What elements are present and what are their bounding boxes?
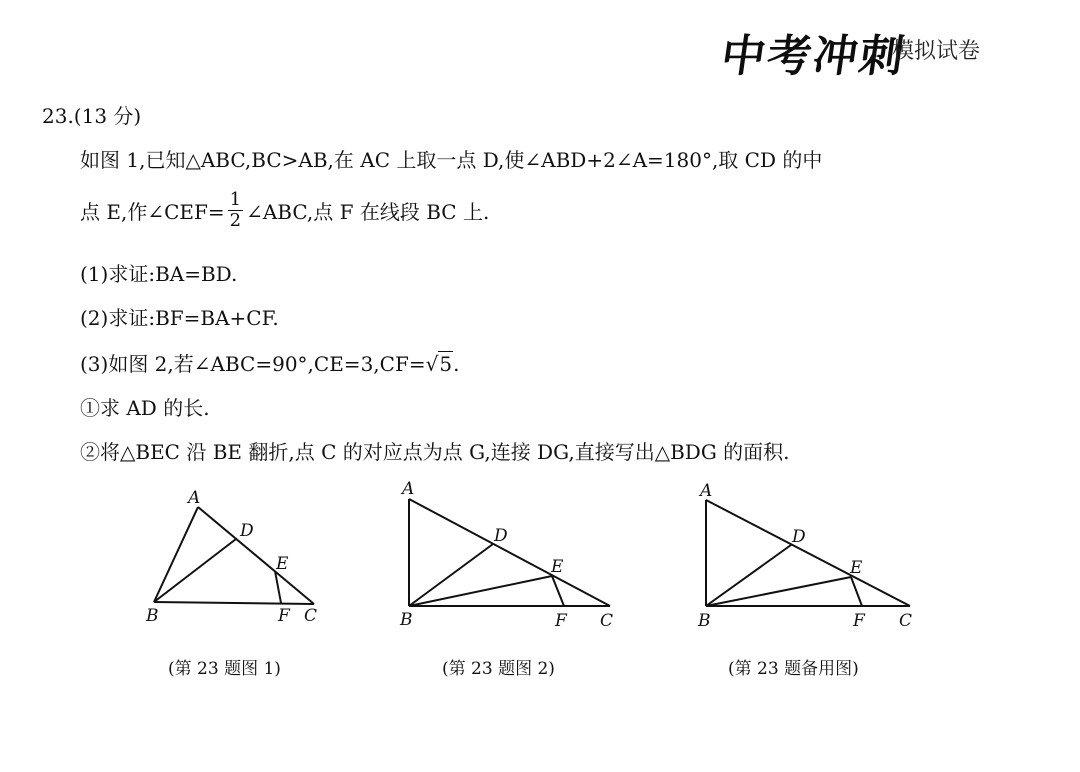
fig1-label-F: F <box>278 606 290 626</box>
stem-line2-after: ∠ABC,点 F 在线段 BC 上. <box>246 199 490 224</box>
fig3-seg-AC <box>706 500 910 606</box>
question-stem-line2 <box>80 190 489 231</box>
fig3-seg-EF <box>851 577 862 606</box>
fig1-label-D: D <box>240 521 254 541</box>
fraction-denominator: 2 <box>229 209 242 231</box>
fig1-seg-BC <box>154 602 314 604</box>
figure-1-caption: (第 23 题图 1) <box>168 659 281 679</box>
fig2-label-F: F <box>555 611 567 631</box>
header-logo: 中考冲刺 <box>717 31 909 82</box>
fig2-label-E: E <box>551 557 564 577</box>
figure-2-caption: (第 23 题图 2) <box>442 659 555 679</box>
fig1-label-E: E <box>276 554 289 574</box>
fig2-label-A: A <box>402 479 415 499</box>
part-3 <box>80 348 459 377</box>
part-2: (2)求证:BF=BA+CF. <box>80 306 279 330</box>
figures <box>0 470 1080 650</box>
question-number: 23.(13 分) <box>42 104 142 128</box>
fig3-label-F: F <box>853 611 865 631</box>
sub-question-1: ①求 AD 的长. <box>80 396 210 420</box>
fig3-label-D: D <box>792 527 806 547</box>
sub-question-2: ②将△BEC 沿 BE 翻折,点 C 的对应点为点 G,连接 DG,直接写出△BDG 的面积. <box>80 440 790 464</box>
fig2-seg-AC <box>409 499 610 606</box>
fig3-label-C: C <box>899 611 913 631</box>
fig3-label-B: B <box>698 611 711 631</box>
part3-before: (3)如图 2,若∠ABC=90°,CE=3,CF= <box>80 352 426 376</box>
fraction-one-half <box>228 190 243 231</box>
sqrt-expression: √5 <box>425 352 453 376</box>
fraction-numerator: 1 <box>229 189 242 210</box>
fig2-label-D: D <box>494 526 508 546</box>
fig2-label-B: B <box>400 610 413 630</box>
part-1: (1)求证:BA=BD. <box>80 262 238 286</box>
fig3-label-E: E <box>850 558 863 578</box>
fig2-label-C: C <box>600 611 614 631</box>
figure-3 <box>706 500 910 606</box>
fig3-label-A: A <box>700 481 713 501</box>
fig1-seg-AB <box>154 507 198 602</box>
fig1-label-B: B <box>146 606 159 626</box>
fig1-label-A: A <box>188 488 201 508</box>
fig1-seg-BD <box>154 539 236 602</box>
stem-line2-before: 点 E,作∠CEF= <box>80 199 225 224</box>
figure-1 <box>154 507 314 604</box>
figure-3-caption: (第 23 题备用图) <box>728 659 859 679</box>
fig1-label-C: C <box>304 606 318 626</box>
figure-2 <box>409 499 610 606</box>
header-subtitle: 模拟试卷 <box>892 39 981 64</box>
question-stem-line1: 如图 1,已知△ABC,BC>AB,在 AC 上取一点 D,使∠ABD+2∠A=180°,取 CD 的中 <box>80 148 823 172</box>
sqrt-radicand: 5 <box>439 352 453 376</box>
part3-after: . <box>453 352 460 376</box>
